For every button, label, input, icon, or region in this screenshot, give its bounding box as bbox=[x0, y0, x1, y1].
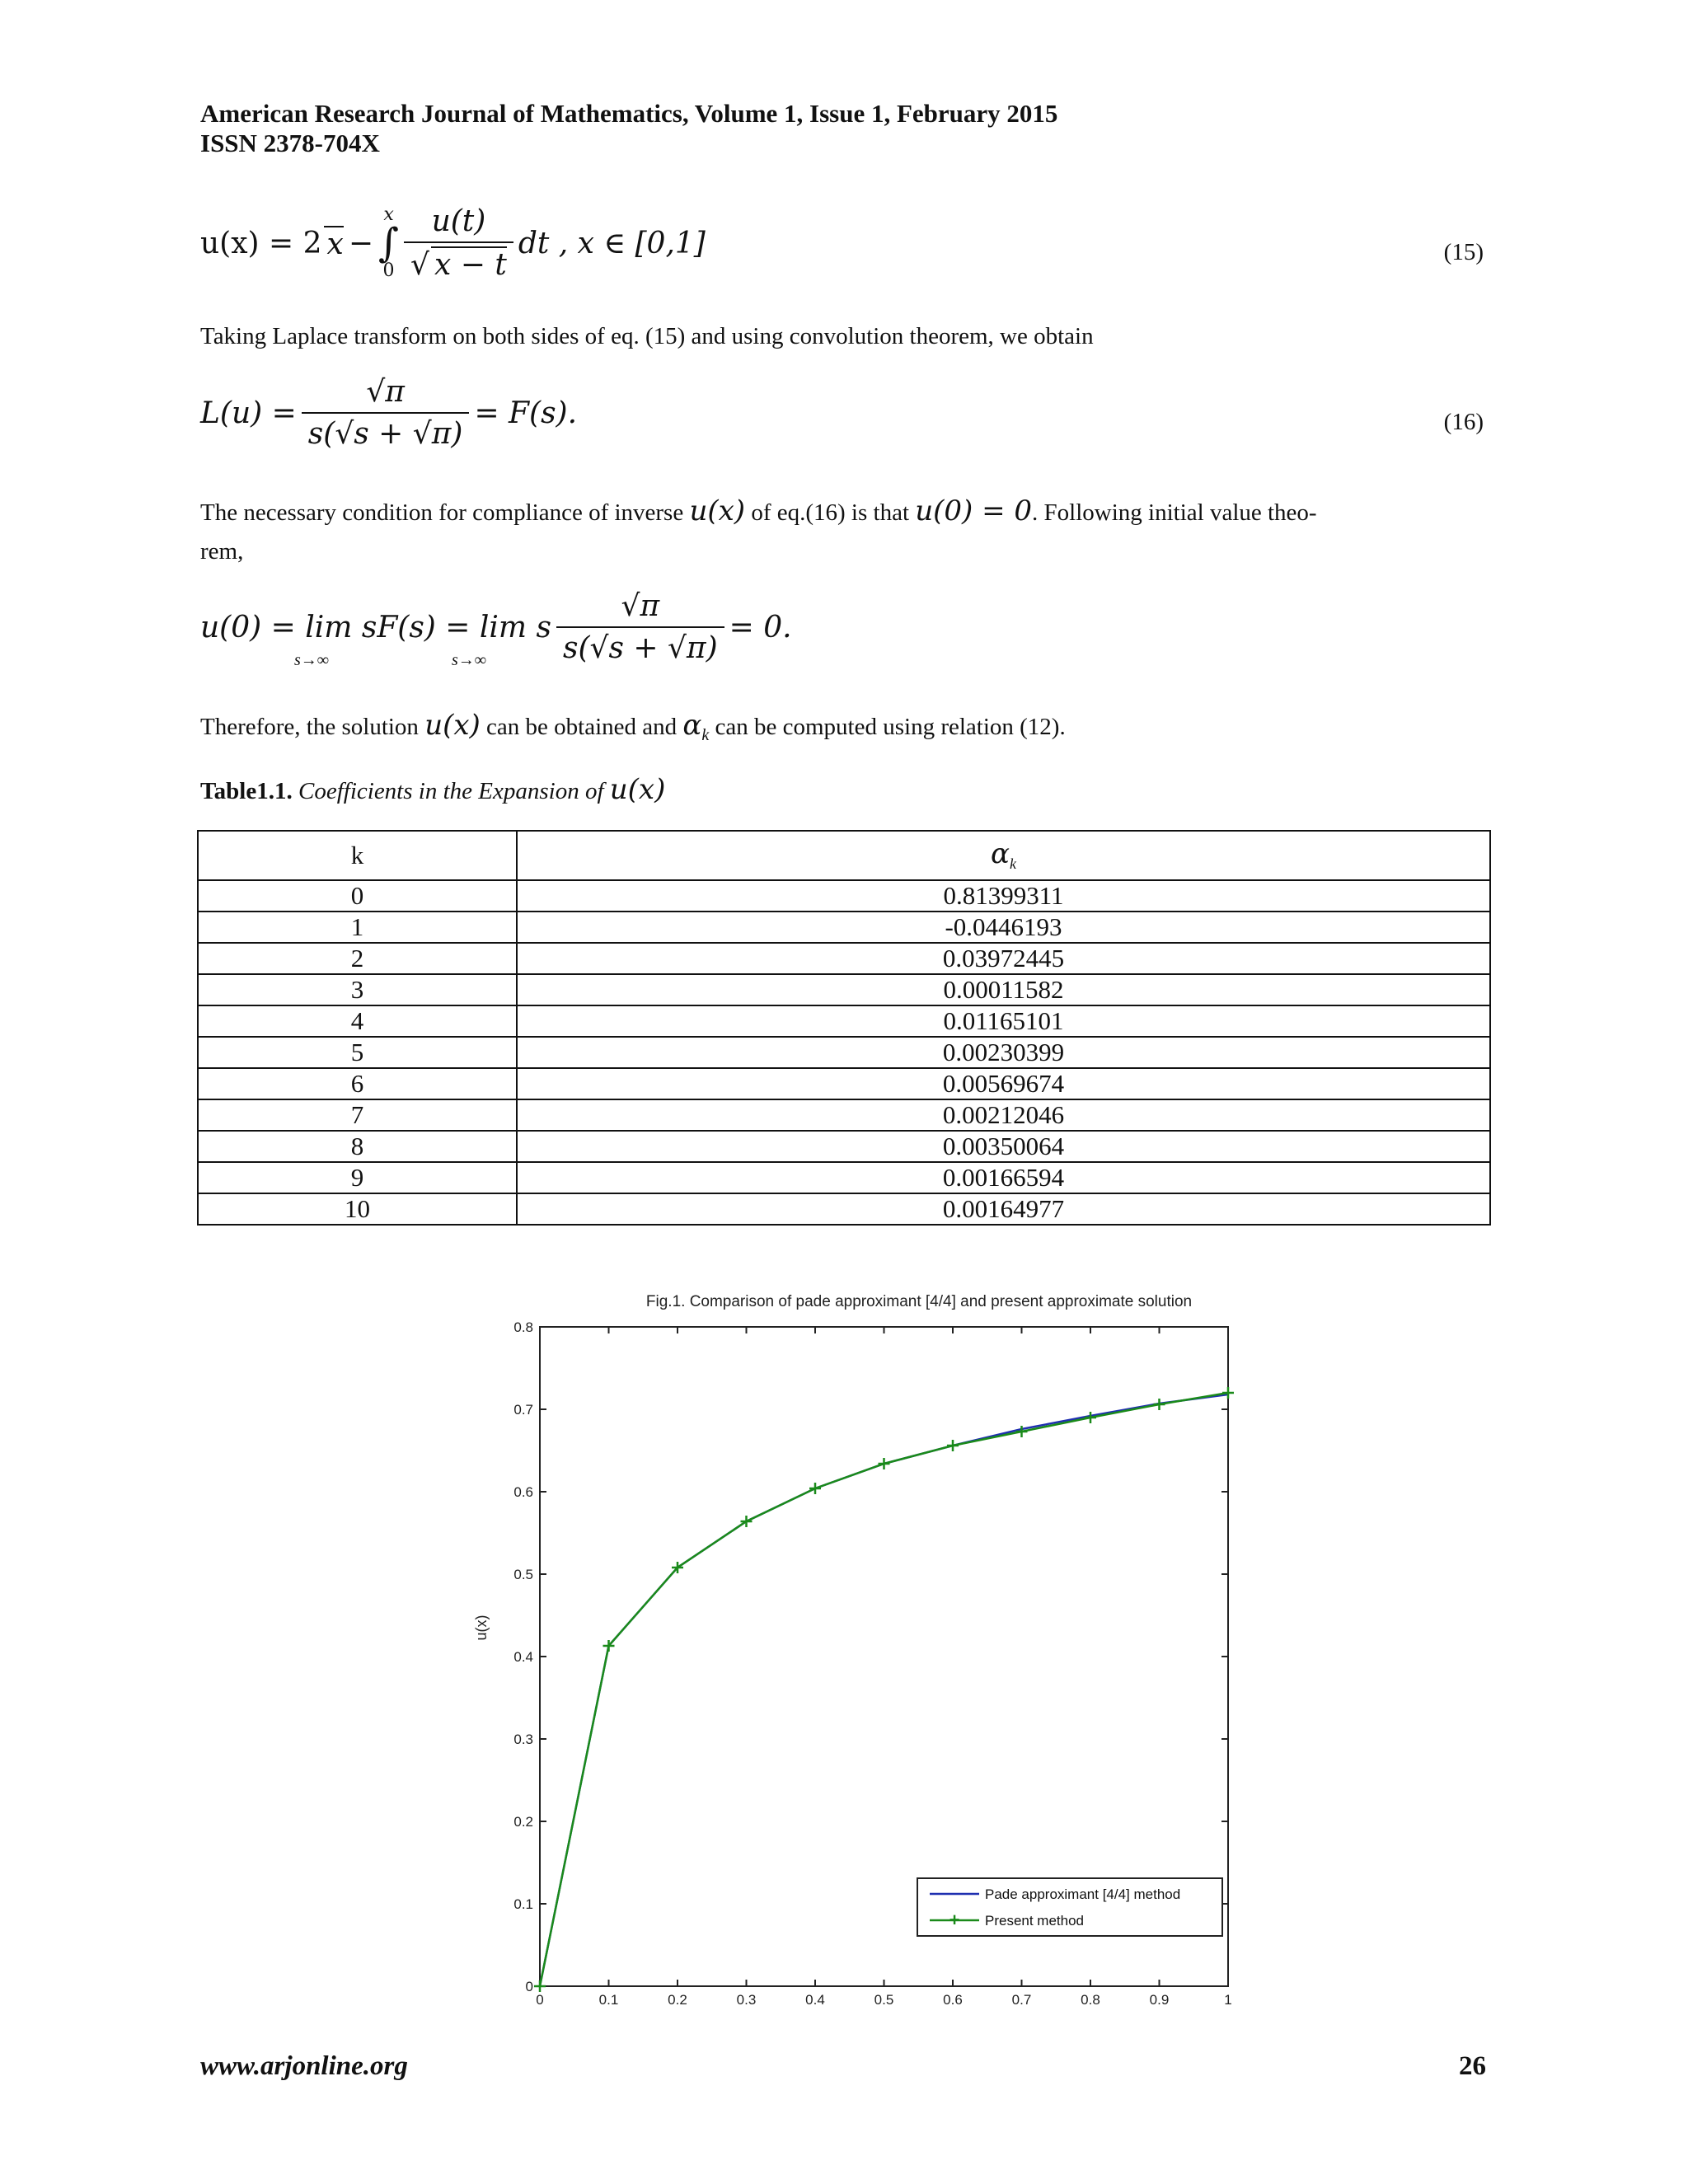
limit-fraction bbox=[556, 589, 724, 665]
cell-k: 1 bbox=[198, 912, 517, 943]
data-point bbox=[1154, 1399, 1165, 1410]
table-row bbox=[198, 912, 1490, 943]
paragraph-therefore bbox=[200, 710, 1066, 750]
eq16-fraction bbox=[302, 375, 470, 451]
limit-rhs: = 0. bbox=[729, 610, 792, 644]
para3-math-alpha: α bbox=[682, 709, 702, 742]
cell-alpha: 0.03972445 bbox=[517, 943, 1490, 974]
table-row bbox=[198, 1037, 1490, 1068]
cell-k: 4 bbox=[198, 1005, 517, 1037]
eq15-minus: − bbox=[348, 226, 374, 260]
cell-alpha: 0.00164977 bbox=[517, 1193, 1490, 1225]
cell-k: 0 bbox=[198, 880, 517, 912]
x-tick-label: 0.8 bbox=[1081, 1992, 1100, 2008]
cell-k: 2 bbox=[198, 943, 517, 974]
legend-marker-present: + bbox=[949, 1910, 960, 1930]
table-row bbox=[198, 974, 1490, 1005]
para3-math-ux: u(x) bbox=[424, 709, 481, 742]
chart-title: Fig.1. Comparison of pade approximant [4/4] and present approximate solution bbox=[645, 1293, 1193, 1310]
y-tick-label: 0.2 bbox=[513, 1814, 533, 1830]
eq15-tail: dt , x ∈ [0,1] bbox=[518, 226, 706, 260]
eq16-lhs: L(u) = bbox=[200, 396, 297, 430]
page-number: 26 bbox=[1459, 2051, 1486, 2081]
x-tick-label: 0.9 bbox=[1149, 1992, 1170, 2008]
table-caption-math: u(x) bbox=[609, 773, 666, 806]
data-point bbox=[879, 1458, 890, 1469]
cell-alpha: 0.00212046 bbox=[517, 1099, 1490, 1131]
x-tick-label: 0.4 bbox=[805, 1992, 825, 2008]
cell-k: 8 bbox=[198, 1131, 517, 1162]
y-tick-label: 0.1 bbox=[513, 1896, 533, 1912]
eq15-sqrt bbox=[324, 226, 344, 261]
y-axis-label: u(x) bbox=[473, 1615, 490, 1641]
limit-sub-1: s→∞ bbox=[294, 651, 330, 669]
cell-k: 10 bbox=[198, 1193, 517, 1225]
eq15-denominator: √ x − t bbox=[404, 241, 513, 282]
y-tick-label: 0.4 bbox=[513, 1649, 533, 1665]
eq15-den-sqrt: x − t bbox=[431, 246, 507, 282]
limit-lhs: u(0) = lim sF(s) = lim s bbox=[200, 610, 551, 644]
chart-legend bbox=[917, 1878, 1222, 1936]
table-row bbox=[198, 1099, 1490, 1131]
x-tick-label: 0.1 bbox=[598, 1992, 619, 2008]
issn-line: ISSN 2378-704X bbox=[200, 129, 380, 157]
y-tick-label: 0.8 bbox=[513, 1319, 533, 1335]
table-header-row bbox=[198, 831, 1490, 880]
legend-label-present: Present method bbox=[985, 1913, 1085, 1929]
para3-alpha-sub: k bbox=[701, 725, 710, 744]
cell-alpha: -0.0446193 bbox=[517, 912, 1490, 943]
legend-label-pade: Pade approximant [4/4] method bbox=[985, 1886, 1181, 1902]
para3-text-2: can be obtained and bbox=[486, 714, 678, 740]
table-caption-label: Table1.1. bbox=[200, 778, 293, 804]
para2-text-3: . Following initial value theo- bbox=[1032, 499, 1317, 526]
x-tick-label: 0.2 bbox=[668, 1992, 687, 2008]
x-tick-label: 0.7 bbox=[1011, 1992, 1032, 2008]
y-tick-label: 0.3 bbox=[513, 1732, 533, 1747]
eq16-denominator: s(√s + √π) bbox=[302, 412, 470, 451]
paragraph-condition-line2: rem, bbox=[200, 538, 244, 565]
para2-math-ux: u(x) bbox=[689, 494, 746, 527]
para3-text-1: Therefore, the solution bbox=[200, 714, 419, 740]
x-tick-label: 0.6 bbox=[943, 1992, 963, 2008]
eq15-integral: x ∫ 0 bbox=[378, 204, 400, 281]
cell-alpha: 0.00350064 bbox=[517, 1131, 1490, 1162]
eq15-fraction bbox=[404, 204, 513, 282]
equation-limit bbox=[200, 589, 792, 665]
cell-k: 3 bbox=[198, 974, 517, 1005]
y-tick-label: 0.5 bbox=[513, 1567, 533, 1582]
cell-alpha: 0.00166594 bbox=[517, 1162, 1490, 1193]
cell-alpha: 0.00011582 bbox=[517, 974, 1490, 1005]
header-alpha-sub: k bbox=[1009, 855, 1016, 873]
eq16-number: (16) bbox=[1443, 409, 1484, 435]
data-point bbox=[809, 1483, 821, 1494]
cell-k: 5 bbox=[198, 1037, 517, 1068]
equation-16 bbox=[200, 375, 577, 451]
eq16-rhs: = F(s). bbox=[474, 396, 578, 430]
paragraph-condition bbox=[200, 496, 1490, 527]
x-tick-label: 0.3 bbox=[736, 1992, 757, 2008]
cell-alpha: 0.01165101 bbox=[517, 1005, 1490, 1037]
cell-k: 7 bbox=[198, 1099, 517, 1131]
equation-15 bbox=[200, 204, 706, 282]
data-point bbox=[1222, 1387, 1234, 1399]
comparison-chart bbox=[462, 1282, 1253, 2008]
data-point bbox=[1085, 1412, 1096, 1423]
cell-alpha: 0.81399311 bbox=[517, 880, 1490, 912]
limit-denominator: s(√s + √π) bbox=[556, 626, 724, 665]
data-point bbox=[741, 1516, 753, 1527]
coefficient-table bbox=[197, 830, 1491, 1226]
table-row bbox=[198, 943, 1490, 974]
eq16-numerator: √π bbox=[366, 375, 405, 409]
eq15-lower-limit: 0 bbox=[382, 260, 395, 281]
eq15-number: (15) bbox=[1443, 239, 1484, 265]
data-point bbox=[947, 1440, 959, 1451]
table-row bbox=[198, 1193, 1490, 1225]
para2-math-u0: u(0) = 0 bbox=[915, 494, 1033, 527]
eq15-upper-limit: x bbox=[383, 204, 394, 225]
para2-text-2: of eq.(16) is that bbox=[751, 499, 909, 526]
table-row bbox=[198, 1068, 1490, 1099]
y-tick-label: 0.7 bbox=[513, 1402, 533, 1418]
header-k: k bbox=[198, 831, 517, 880]
table-row bbox=[198, 1005, 1490, 1037]
eq15-sqrt-arg: x bbox=[326, 227, 344, 261]
cell-k: 6 bbox=[198, 1068, 517, 1099]
header-alpha bbox=[517, 831, 1490, 880]
table-caption-text: Coefficients in the Expansion of bbox=[298, 778, 604, 804]
eq15-numerator: u(t) bbox=[431, 204, 486, 238]
table-caption bbox=[200, 775, 665, 806]
x-tick-label: 0 bbox=[536, 1992, 544, 2008]
cell-k: 9 bbox=[198, 1162, 517, 1193]
cell-alpha: 0.00569674 bbox=[517, 1068, 1490, 1099]
header-alpha-symbol: α bbox=[991, 837, 1010, 871]
x-tick-label: 0.5 bbox=[874, 1992, 894, 2008]
para3-text-3: can be computed using relation (12). bbox=[715, 714, 1066, 740]
table-row bbox=[198, 880, 1490, 912]
y-tick-label: 0.6 bbox=[513, 1484, 533, 1500]
limit-numerator: √π bbox=[621, 589, 660, 623]
cell-alpha: 0.00230399 bbox=[517, 1037, 1490, 1068]
footer-url[interactable]: www.arjonline.org bbox=[200, 2051, 408, 2081]
eq15-lhs: u(x) = 2 bbox=[200, 226, 322, 260]
paragraph-laplace: Taking Laplace transform on both sides of eq. (15) and using convolution theorem, we obtain bbox=[200, 323, 1094, 349]
limit-sub-2: s→∞ bbox=[452, 651, 487, 669]
y-tick-label: 0 bbox=[525, 1979, 533, 1994]
table-row bbox=[198, 1162, 1490, 1193]
data-point bbox=[534, 1980, 546, 1992]
x-tick-label: 1 bbox=[1224, 1992, 1232, 2008]
table-row bbox=[198, 1131, 1490, 1162]
journal-header: American Research Journal of Mathematics, Volume 1, Issue 1, February 2015 bbox=[200, 99, 1058, 128]
para2-text-1: The necessary condition for compliance of inverse bbox=[200, 499, 684, 526]
